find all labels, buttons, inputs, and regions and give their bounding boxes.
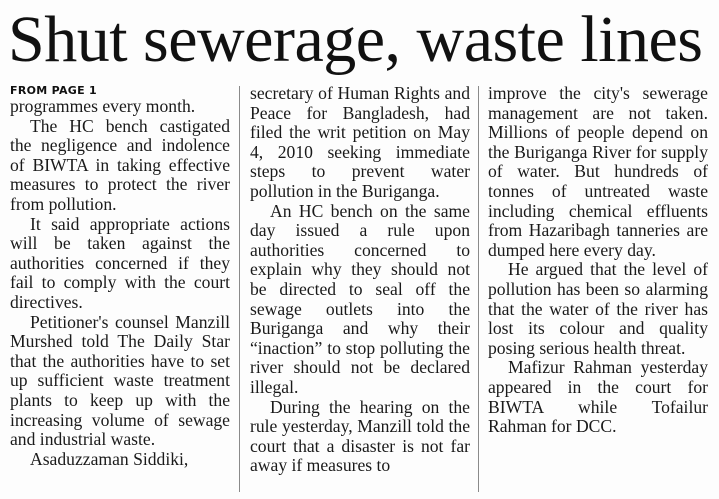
paragraph: It said appropriate actions will be taken against the authorities concerned if they fail to comply with the court directives. <box>10 213 230 312</box>
paragraph: improve the city's sewerage management are not taken. Millions of people depend on the Buriganga River for supply of water. But hundreds of tonnes of untreated waste including chemical effluents from Hazaribagh tanneries are dumped here every day. <box>488 84 708 260</box>
article-column-1 <box>10 84 230 496</box>
column-divider <box>239 86 240 492</box>
article-body <box>10 84 710 496</box>
paragraph: Mafizur Rahman yesterday appeared in the court for BIWTA while Tofailur Rahman for DCC. <box>488 357 708 437</box>
paragraph: Petitioner's counsel Manzill Murshed told The Daily Star that the authorities have to set up sufficient waste treatment plants to keep up with the increasing volume of sewage and industrial waste. <box>10 311 230 450</box>
article-column-3 <box>488 84 708 496</box>
continuation-kicker: FROM PAGE 1 <box>10 84 98 97</box>
article-column-2 <box>250 84 470 496</box>
paragraph: During the hearing on the rule yesterday, Manzill told the court that a disaster is not far away if measures to <box>250 396 470 476</box>
paragraph: programmes every month. <box>10 96 196 116</box>
paragraph: An HC bench on the same day issued a rule upon authorities concerned to explain why they should not be directed to seal off the sewage outlets into the Buriganga and why their “inaction” to stop polluting the river should not be declared illegal. <box>250 200 470 397</box>
paragraph: He argued that the level of pollution has been so alarming that the water of the river has lost its colour and quality posing serious health threat. <box>488 259 708 358</box>
headline: Shut sewerage, waste lines <box>8 3 703 76</box>
column-divider <box>478 86 479 492</box>
paragraph: secretary of Human Rights and Peace for Bangladesh, had filed the writ petition on May 4, 2010 seeking immediate steps to prevent water pollution in the Buriganga. <box>250 84 470 201</box>
paragraph: The HC bench castigated the negligence and indolence of BIWTA in taking effective measures to protect the river from pollution. <box>10 115 230 214</box>
paragraph: Asaduzzaman Siddiki, <box>30 448 189 469</box>
